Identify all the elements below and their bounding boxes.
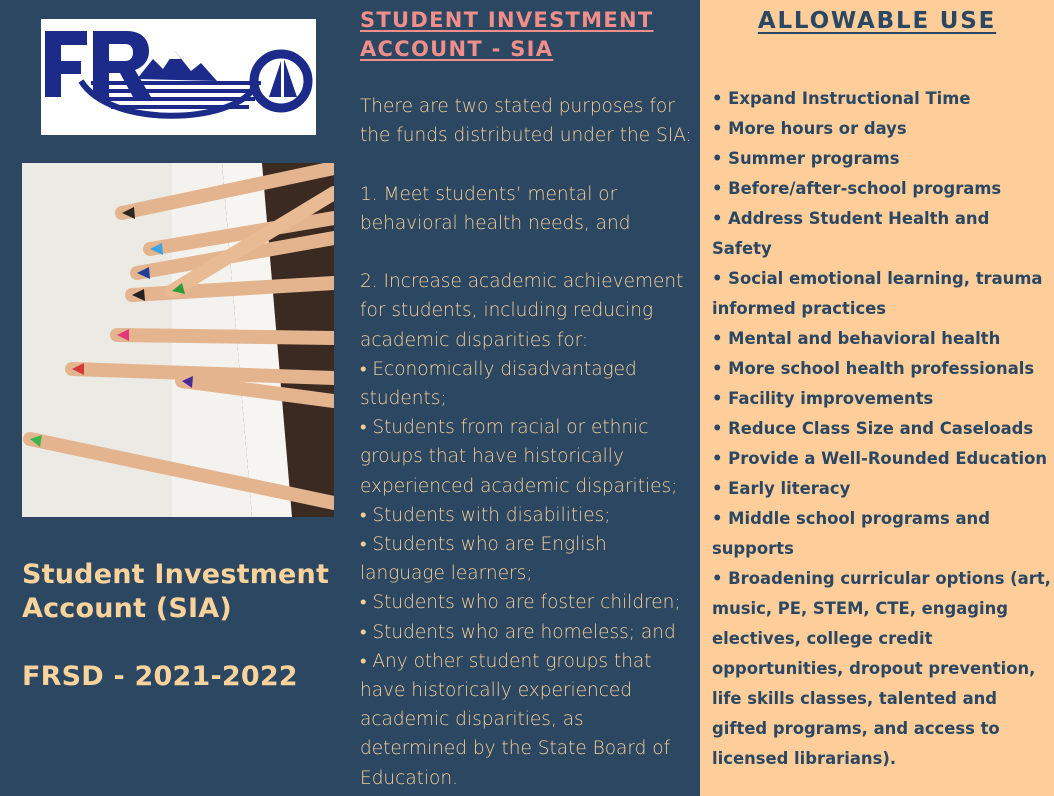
disparity-group-item: • Any other student groups that have historically experienced academic disparities, as determined by the State Board of Education.	[360, 650, 671, 789]
allowable-use-item: • More hours or days	[712, 119, 907, 138]
sia-description	[360, 92, 696, 793]
purpose-1: 1. Meet students’ mental or behavioral health needs, and	[360, 183, 631, 234]
logo-graphic	[41, 19, 316, 135]
disparity-group-item: • Students who are homeless; and	[360, 621, 676, 643]
allowable-use-item: • Broadening curricular options (art, music, PE, STEM, CTE, engaging electives, college credit opportunities, dropout prevention, life skills classes, talented and gifted programs, and access to licensed librarians).	[712, 569, 1051, 768]
sia-intro: There are two stated purposes for the funds distributed under the SIA:	[360, 96, 692, 147]
allowable-use-heading: ALLOWABLE USE	[757, 8, 997, 34]
allowable-use-item: • Address Student Health and Safety	[712, 209, 990, 258]
allowable-use-item: • Middle school programs and supports	[712, 509, 990, 558]
disparity-group-item: • Students who are foster children;	[360, 592, 681, 614]
allowable-use-item: • Summer programs	[712, 149, 900, 168]
allowable-use-item: • Before/after-school programs	[712, 179, 1002, 198]
allowable-use-item: • Early literacy	[712, 479, 851, 498]
middle-column	[350, 0, 700, 796]
sia-heading-line-1: STUDENT INVESTMENT	[360, 8, 654, 32]
allowable-use-item: • Provide a Well-Rounded Education	[712, 449, 1048, 468]
sia-heading-line-2: ACCOUNT - SIA	[360, 37, 554, 61]
sia-heading	[360, 6, 695, 64]
disparity-group-item: • Students who are English language learners;	[360, 534, 607, 585]
allowable-use-item: • Reduce Class Size and Caseloads	[712, 419, 1034, 438]
colored-pencils-photo	[22, 163, 334, 517]
allowable-use-item: • Expand Instructional Time	[712, 89, 971, 108]
allowable-use-item: • More school health professionals	[712, 359, 1035, 378]
allowable-use-list	[712, 84, 1054, 774]
pencils-image	[22, 163, 334, 517]
disparity-group-item: • Students from racial or ethnic groups that have historically experienced academic disparities;	[360, 417, 678, 497]
frsd-logo	[41, 19, 316, 135]
document-title	[22, 558, 342, 694]
allowable-use-item: • Social emotional learning, trauma informed practices	[712, 269, 1043, 318]
left-column	[0, 0, 350, 796]
disparity-group-item: • Students with disabilities;	[360, 504, 611, 526]
document-subtitle: FRSD - 2021-2022	[22, 661, 298, 692]
right-column	[700, 0, 1054, 796]
disparity-group-item: • Economically disadvantaged students;	[360, 358, 637, 409]
allowable-use-item: • Mental and behavioral health	[712, 329, 1001, 348]
purpose-2: 2. Increase academic achievement for students, including reducing academic disparities for:	[360, 271, 684, 351]
title-line-2: Account (SIA)	[22, 593, 232, 624]
title-line-1: Student Investment	[22, 559, 330, 590]
allowable-use-item: • Facility improvements	[712, 389, 934, 408]
